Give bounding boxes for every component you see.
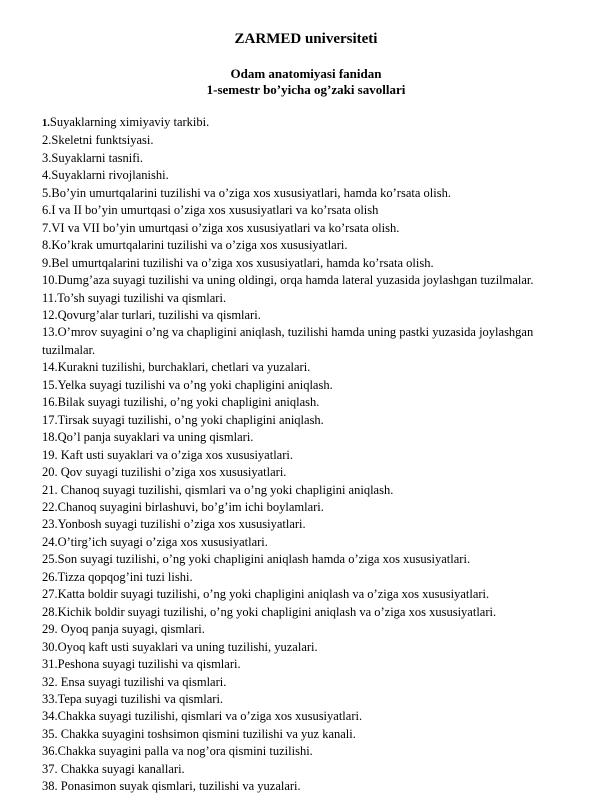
question-item: 14.Kurakni tuzilishi, burchaklari, chetlari va yuzalari. [42, 360, 311, 375]
question-item: 17.Tirsak suyagi tuzilishi, o’ng yoki chapligini aniqlash. [42, 412, 324, 427]
document-subtitle-line2: 1-semestr bo’yicha og’zaki savollari [206, 82, 406, 97]
question-item: 38. Ponasimon suyak qismlari, tuzilishi va yuzalari. [42, 779, 301, 794]
question-item: 31.Peshona suyagi tuzilishi va qismlari. [42, 657, 241, 672]
question-item: 36.Chakka suyagini palla va nog’ora qismini tuzilishi. [42, 744, 313, 759]
question-item: 33.Tepa suyagi tuzilishi va qismlari. [42, 691, 224, 706]
question-item: 15.Yelka suyagi tuzilishi va o’ng yoki chapligini aniqlash. [42, 377, 333, 392]
question-item: 32. Ensa suyagi tuzilishi va qismlari. [42, 674, 227, 689]
question-list [42, 114, 572, 796]
question-item: 24.O’tirg’ich suyagi o’ziga xos xususiyatlari. [42, 534, 268, 549]
question-item: 7.VI va VII bo’yin umurtqasi o’ziga xos xususiyatlari va ko’rsata olish. [42, 220, 400, 235]
question-item: 11.To’sh suyagi tuzilishi va qismlari. [42, 290, 227, 305]
question-item: 35. Chakka suyagini toshsimon qismini tuzilishi va yuz kanali. [42, 726, 356, 741]
question-item: 10.Dumg’aza suyagi tuzilishi va uning oldingi, orqa hamda lateral yuzasida joylashgan tuzilmalar. [42, 273, 534, 288]
question-item: 3.Suyaklarni tasnifi. [42, 150, 144, 165]
question-item: 5.Bo’yin umurtqalarini tuzilishi va o’ziga xos xususiyatlari, hamda ko’rsata olish. [42, 185, 451, 200]
question-item: 29. Oyoq panja suyagi, qismlari. [42, 622, 205, 637]
document-title: ZARMED universiteti [234, 31, 378, 47]
question-item: 23.Yonbosh suyagi tuzilishi o’ziga xos xususiyatlari. [42, 517, 306, 532]
question-item: 34.Chakka suyagi tuzilishi, qismlari va o’ziga xos xususiyatlari. [42, 709, 363, 724]
question-item: 6.I va II bo’yin umurtqasi o’ziga xos xususiyatlari va ko’rsata olish [42, 203, 379, 218]
question-item: 30.Oyoq kaft usti suyaklari va uning tuzilishi, yuzalari. [42, 639, 318, 654]
question-item: 26.Tizza qopqog’ini tuzi lishi. [42, 569, 193, 584]
question-item: 20. Qov suyagi tuzilishi o’ziga xos xususiyatlari. [42, 465, 287, 480]
question-item: 22.Chanoq suyagini birlashuvi, bo’g’im ichi boylamlari. [42, 499, 324, 514]
question-item: 2.Skeletni funktsiyasi. [42, 133, 154, 148]
question-item: 4.Suyaklarni rivojlanishi. [42, 168, 169, 183]
question-item: 21. Chanoq suyagi tuzilishi, qismlari va o’ng yoki chapligini aniqlash. [42, 482, 394, 497]
question-item: 1.Suyaklarning ximiyaviy tarkibi. [42, 115, 210, 129]
question-item: 12.Qovurg’alar turlari, tuzilishi va qismlari. [42, 307, 261, 322]
question-item: 8.Ko’krak umurtqalarini tuzilishi va o’ziga xos xususiyatlari. [42, 238, 348, 253]
question-item: 9.Bel umurtqalarini tuzilishi va o’ziga xos xususiyatlari, hamda ko’rsata olish. [42, 255, 434, 270]
question-item: 13.O’mrov suyagini o’ng va chapligini aniqlash, tuzilishi hamda uning pastki yuzasida joylashgan tuzilmalar. [42, 325, 534, 357]
question-number: 1. [42, 118, 50, 129]
question-item: 25.Son suyagi tuzilishi, o’ng yoki chapligini aniqlash hamda o’ziga xos xususiyatlari. [42, 552, 471, 567]
question-item: 27.Katta boldir suyagi tuzilishi, o’ng yoki chapligini aniqlash va o’ziga xos xususiyatlari. [42, 587, 490, 602]
question-item: 16.Bilak suyagi tuzilishi, o’ng yoki chapligini aniqlash. [42, 395, 320, 410]
question-item: 18.Qo’l panja suyaklari va uning qismlari. [42, 430, 254, 445]
question-item: 37. Chakka suyagi kanallari. [42, 761, 185, 776]
question-item: 19. Kaft usti suyaklari va o’ziga xos xususiyatlari. [42, 447, 293, 462]
question-item: 28.Kichik boldir suyagi tuzilishi, o’ng yoki chapligini aniqlash va o’ziga xos xususiyatlari. [42, 604, 497, 619]
document-subtitle-line1: Odam anatomiyasi fanidan [230, 66, 382, 81]
